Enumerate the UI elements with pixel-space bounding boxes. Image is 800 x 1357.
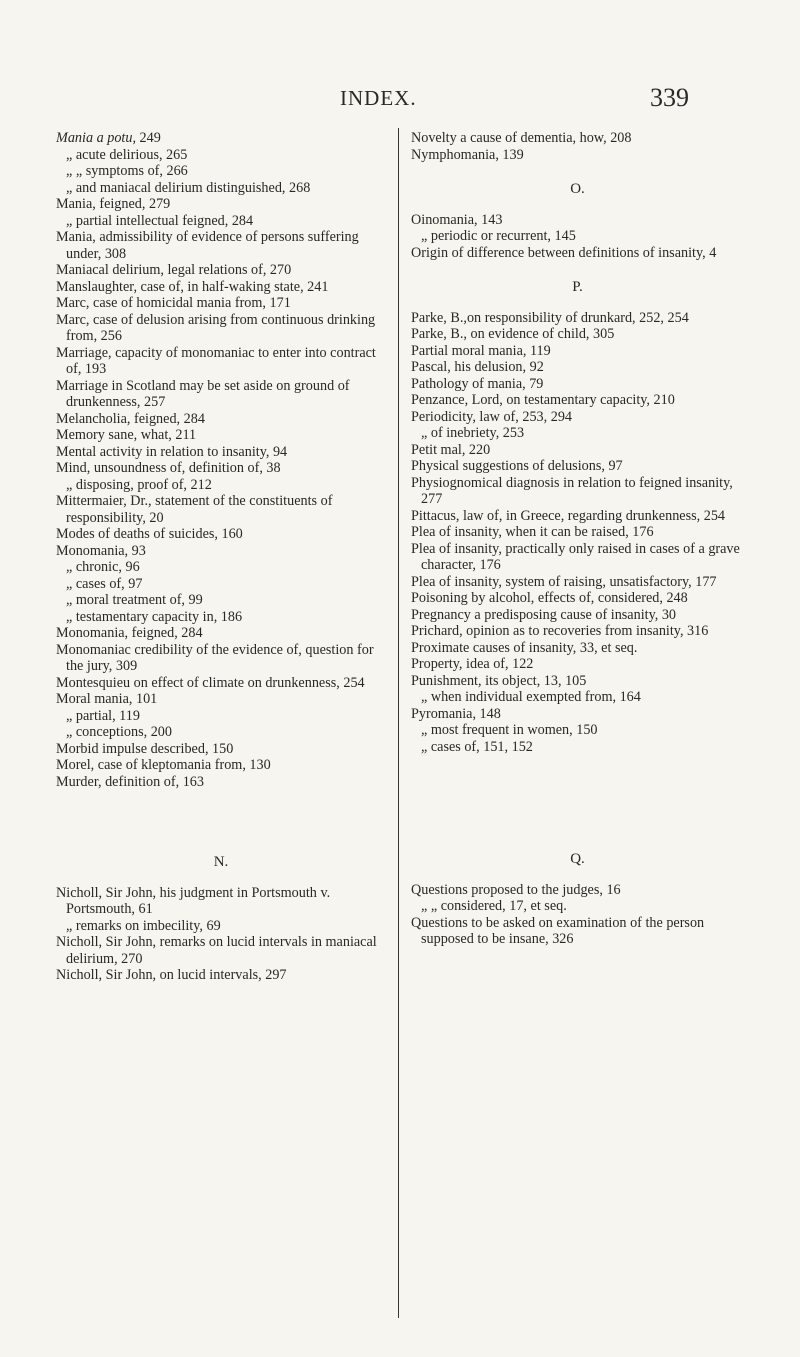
index-entry: Monomania, feigned, 284 [56, 625, 203, 641]
index-entry: „ remarks on imbecility, 69 [66, 917, 221, 934]
index-entry: Marc, case of delusion arising from continuous drinking from, 256 [56, 311, 376, 344]
section-heading-q: Q. [570, 851, 585, 867]
index-entry: Marc, case of homicidal mania from, 171 [56, 295, 291, 311]
index-entry: „ moral treatment of, 99 [66, 592, 203, 608]
index-entry: Modes of deaths of suicides, 160 [56, 526, 243, 542]
index-entry: Monomaniac credibility of the evidence of, question for the jury, 309 [56, 641, 374, 674]
index-entry: Mittermaier, Dr., statement of the constituents of responsibility, 20 [56, 493, 333, 526]
index-entry: Plea of insanity, system of raising, unsatisfactory, 177 [411, 573, 717, 590]
index-entry: Moral mania, 101 [56, 691, 158, 707]
page-number: 339 [650, 83, 689, 112]
entry-list-o [411, 212, 744, 262]
index-entry: Questions to be asked on examination of the person supposed to be insane, 326 [411, 914, 705, 947]
index-entry: Physiognomical diagnosis in relation to feigned insanity, 277 [411, 474, 733, 507]
index-entry: Proximate causes of insanity, 33, et seq. [411, 639, 638, 656]
index-entry: Mania, admissibility of evidence of persons suffering under, 308 [56, 229, 359, 262]
index-entry: Pascal, his delusion, 92 [411, 359, 544, 375]
right-column [411, 130, 744, 948]
index-entry: Physical suggestions of delusions, 97 [411, 458, 623, 474]
index-entry: Partial moral mania, 119 [411, 342, 551, 359]
index-entry: Penzance, Lord, on testamentary capacity, 210 [411, 392, 675, 408]
index-entry: „ „ considered, 17, et seq. [421, 898, 567, 914]
index-entry: Oinomania, 143 [411, 211, 503, 228]
entry-list-n [56, 885, 386, 984]
index-entry: Mental activity in relation to insanity, 94 [56, 443, 288, 460]
index-entry: „ and maniacal delirium distinguished, 268 [66, 179, 311, 196]
index-entry: Mania a potu, 249 [56, 130, 161, 146]
index-entry: Poisoning by alcohol, effects of, considered, 248 [411, 590, 688, 606]
index-entry: Monomania, 93 [56, 542, 146, 559]
index-entry: Mind, unsoundness of, definition of, 38 [56, 460, 281, 476]
index-entry: Punishment, its object, 13, 105 [411, 672, 587, 689]
index-entry: „ acute delirious, 265 [66, 146, 188, 163]
index-entry: „ partial intellectual feigned, 284 [66, 212, 254, 229]
entry-list-m [56, 130, 386, 790]
index-entry: Parke, B.,on responsibility of drunkard, 252, 254 [411, 309, 689, 326]
index-entry: Periodicity, law of, 253, 294 [411, 408, 573, 425]
index-entry: „ „ symptoms of, 266 [66, 163, 188, 179]
index-entry: Mania, feigned, 279 [56, 196, 171, 212]
entry-list-p [411, 310, 744, 756]
section-heading-p: P. [572, 279, 583, 295]
index-entry: Nicholl, Sir John, on lucid intervals, 297 [56, 967, 287, 983]
section-heading-o: O. [570, 181, 585, 197]
index-entry: „ conceptions, 200 [66, 724, 172, 740]
index-entry: „ cases of, 151, 152 [421, 738, 533, 755]
index-entry: Marriage, capacity of monomaniac to enter into contract of, 193 [56, 344, 376, 377]
index-entry: Parke, B., on evidence of child, 305 [411, 326, 615, 342]
index-entry: „ most frequent in women, 150 [421, 722, 598, 738]
index-entry: Pathology of mania, 79 [411, 375, 544, 392]
index-entry: Nicholl, Sir John, remarks on lucid intervals in maniacal delirium, 270 [56, 934, 377, 967]
index-entry: Prichard, opinion as to recoveries from insanity, 316 [411, 623, 709, 639]
index-entry: „ testamentary capacity in, 186 [66, 608, 243, 625]
index-entry: „ of inebriety, 253 [421, 425, 525, 441]
page-title: INDEX. [340, 86, 417, 110]
section-heading-n: N. [213, 854, 229, 870]
index-entry: Pyromania, 148 [411, 705, 501, 722]
index-entry: Plea of insanity, practically only raised in cases of a grave character, 176 [411, 540, 740, 573]
left-column [56, 130, 386, 984]
index-entry: Nymphomania, 139 [411, 146, 524, 163]
index-entry: Petit mal, 220 [411, 441, 491, 458]
index-entry: „ periodic or recurrent, 145 [421, 228, 576, 244]
index-entry: Pittacus, law of, in Greece, regarding drunkenness, 254 [411, 507, 726, 524]
index-entry: Origin of difference between definitions of insanity, 4 [411, 244, 717, 261]
page-header [0, 83, 800, 116]
entry-list-q [411, 882, 744, 948]
index-entry: Maniacal delirium, legal relations of, 270 [56, 262, 292, 278]
index-entry: Morel, case of kleptomania from, 130 [56, 757, 271, 773]
index-entry: Nicholl, Sir John, his judgment in Portsmouth v. Portsmouth, 61 [56, 884, 331, 917]
index-entry: Montesquieu on effect of climate on drunkenness, 254 [56, 674, 365, 691]
column-divider [398, 128, 399, 1318]
index-entry: Manslaughter, case of, in half-waking state, 241 [56, 278, 329, 295]
index-entry: Melancholia, feigned, 284 [56, 410, 205, 427]
index-entry: Questions proposed to the judges, 16 [411, 881, 621, 898]
index-entry: „ chronic, 96 [66, 559, 140, 575]
index-entry: Property, idea of, 122 [411, 656, 534, 672]
index-entry: Memory sane, what, 211 [56, 427, 197, 443]
index-entry: „ disposing, proof of, 212 [66, 476, 212, 493]
index-entry: Murder, definition of, 163 [56, 773, 204, 790]
index-entry: „ cases of, 97 [66, 575, 143, 592]
index-entry: „ when individual exempted from, 164 [421, 689, 641, 705]
index-entry: „ partial, 119 [66, 707, 140, 724]
index-entry: Morbid impulse described, 150 [56, 740, 234, 757]
index-entry: Novelty a cause of dementia, how, 208 [411, 130, 632, 146]
index-entry: Marriage in Scotland may be set aside on ground of drunkenness, 257 [56, 377, 350, 410]
index-entry: Pregnancy a predisposing cause of insanity, 30 [411, 606, 677, 623]
index-entry: Plea of insanity, when it can be raised, 176 [411, 524, 654, 540]
entry-list-n-cont [411, 130, 744, 163]
